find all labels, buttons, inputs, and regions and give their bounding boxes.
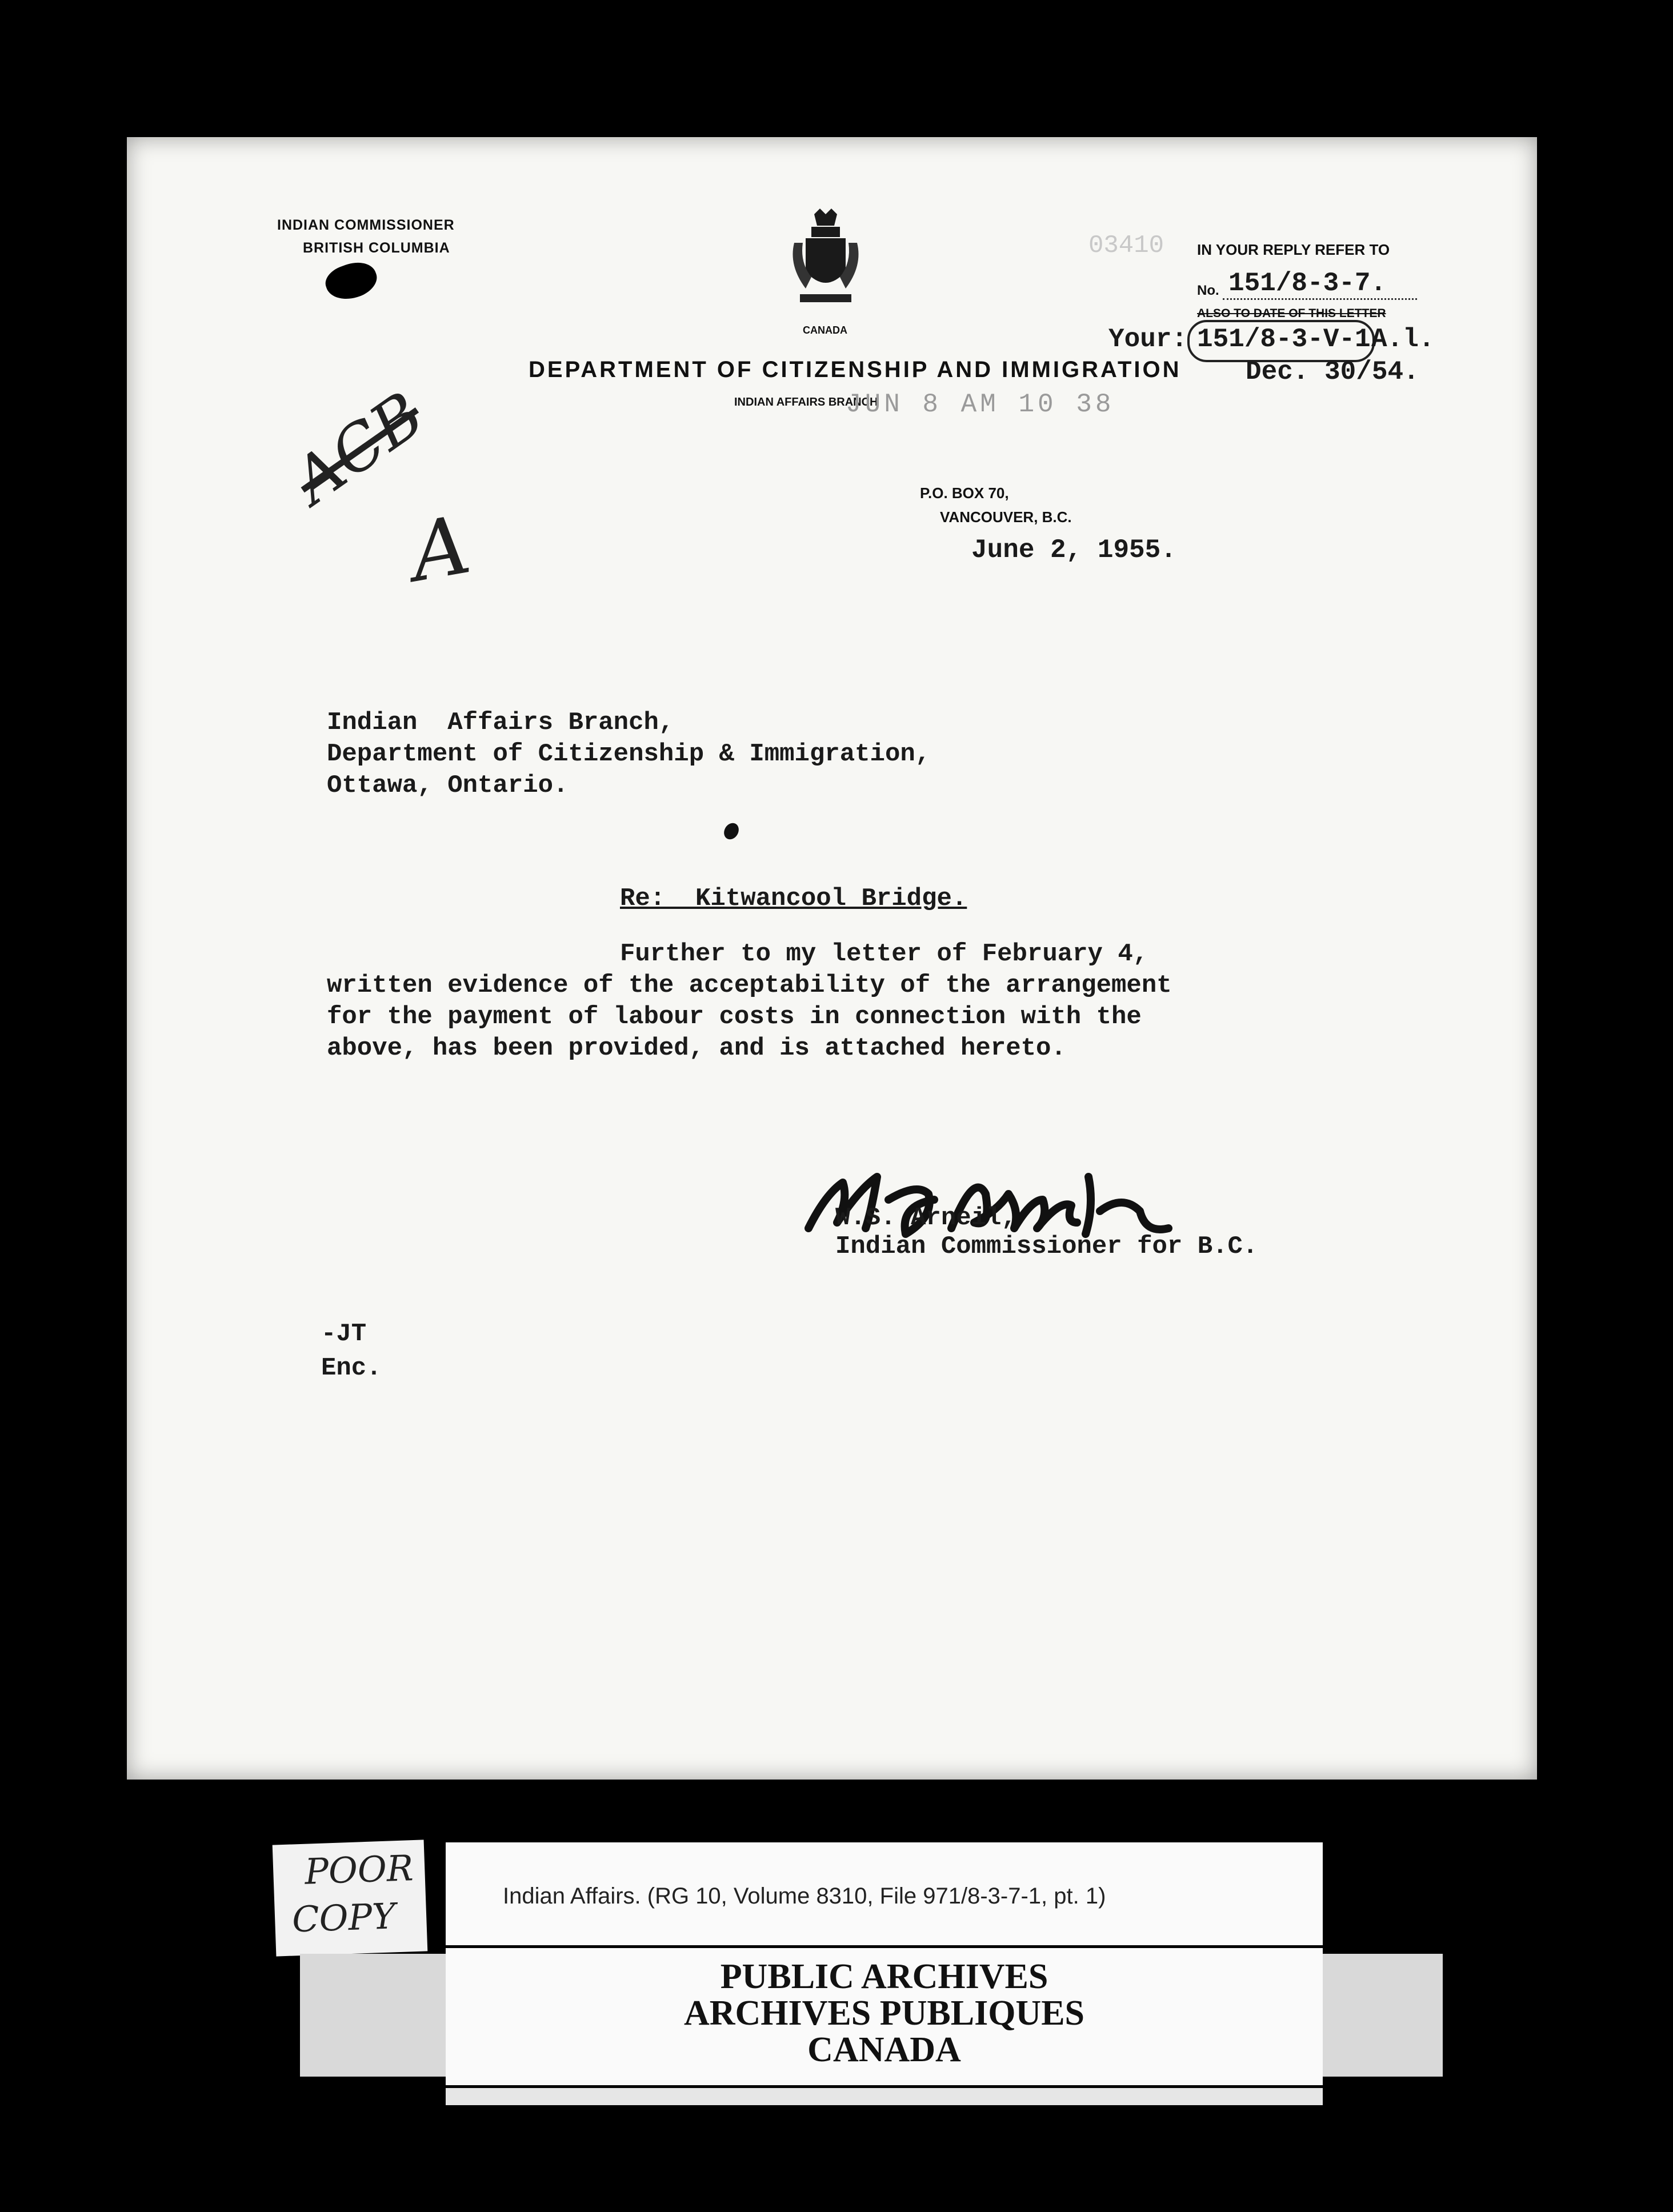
department-name: DEPARTMENT OF CITIZENSHIP AND IMMIGRATION xyxy=(529,357,1182,382)
commissioner-line1: INDIAN COMMISSIONER xyxy=(277,217,455,233)
recipient-line2: Department of Citizenship & Immigration, xyxy=(327,740,931,768)
branch-name: INDIAN AFFAIRS BRANCH xyxy=(734,396,878,408)
reply-number: 151/8-3-7. xyxy=(1228,269,1387,298)
your-reference: 151/8-3-V-1 xyxy=(1197,324,1371,354)
letter-date: June 2, 1955. xyxy=(971,535,1176,565)
commissioner-line2: BRITISH COLUMBIA xyxy=(303,240,450,256)
archive-base-bar xyxy=(446,2088,1323,2105)
margin-letter: A xyxy=(403,498,477,600)
margin-note: ACB xyxy=(280,378,437,518)
coat-of-arms-icon xyxy=(789,209,863,317)
po-box: P.O. BOX 70, xyxy=(920,484,1009,502)
stamp-code: 03410 xyxy=(1088,231,1164,260)
body-line1: Further to my letter of February 4, xyxy=(620,940,1148,968)
body-line4: above, has been provided, and is attached hereto. xyxy=(327,1034,1066,1063)
typist-initials: -JT xyxy=(321,1320,367,1348)
poor-copy-line2: COPY xyxy=(291,1895,397,1941)
your-ref-suffix: A.l. xyxy=(1371,324,1435,354)
poor-copy-note xyxy=(273,1840,428,1956)
received-stamp: JUN 8 AM 10 38 xyxy=(846,390,1115,419)
recipient-line3: Ottawa, Ontario. xyxy=(327,771,569,800)
reply-number-rule xyxy=(1223,298,1417,300)
body-line3: for the payment of labour costs in connection with the xyxy=(327,1003,1142,1031)
reply-refer-label: IN YOUR REPLY REFER TO xyxy=(1197,241,1390,258)
archive-stamp xyxy=(446,1948,1323,2085)
also-date-label: ALSO TO DATE OF THIS LETTER xyxy=(1197,307,1386,320)
subject-line: Re: Kitwancool Bridge. xyxy=(620,884,967,913)
city: VANCOUVER, B.C. xyxy=(940,508,1072,526)
poor-copy-line1: POOR xyxy=(304,1847,414,1893)
signatory-title: Indian Commissioner for B.C. xyxy=(835,1232,1258,1261)
citation-text: Indian Affairs. (RG 10, Volume 8310, File 971/8-3-7-1, pt. 1) xyxy=(503,1884,1106,1909)
archive-line3: CANADA xyxy=(807,2030,961,2069)
recipient-line1: Indian Affairs Branch, xyxy=(327,708,674,737)
archive-line1: PUBLIC ARCHIVES xyxy=(720,1957,1048,1996)
your-date: Dec. 30/54. xyxy=(1246,357,1419,387)
signatory-name: W.S. Arneil, xyxy=(835,1204,1016,1232)
citation-label xyxy=(446,1842,1323,1945)
body-line2: written evidence of the acceptability of the arrangement xyxy=(327,971,1172,1000)
reply-no-prefix: No. xyxy=(1197,283,1219,298)
your-prefix: Your: xyxy=(1108,324,1188,354)
enclosure-note: Enc. xyxy=(321,1354,382,1382)
archive-line2: ARCHIVES PUBLIQUES xyxy=(683,1994,1085,2033)
crest-label: CANADA xyxy=(803,324,847,336)
